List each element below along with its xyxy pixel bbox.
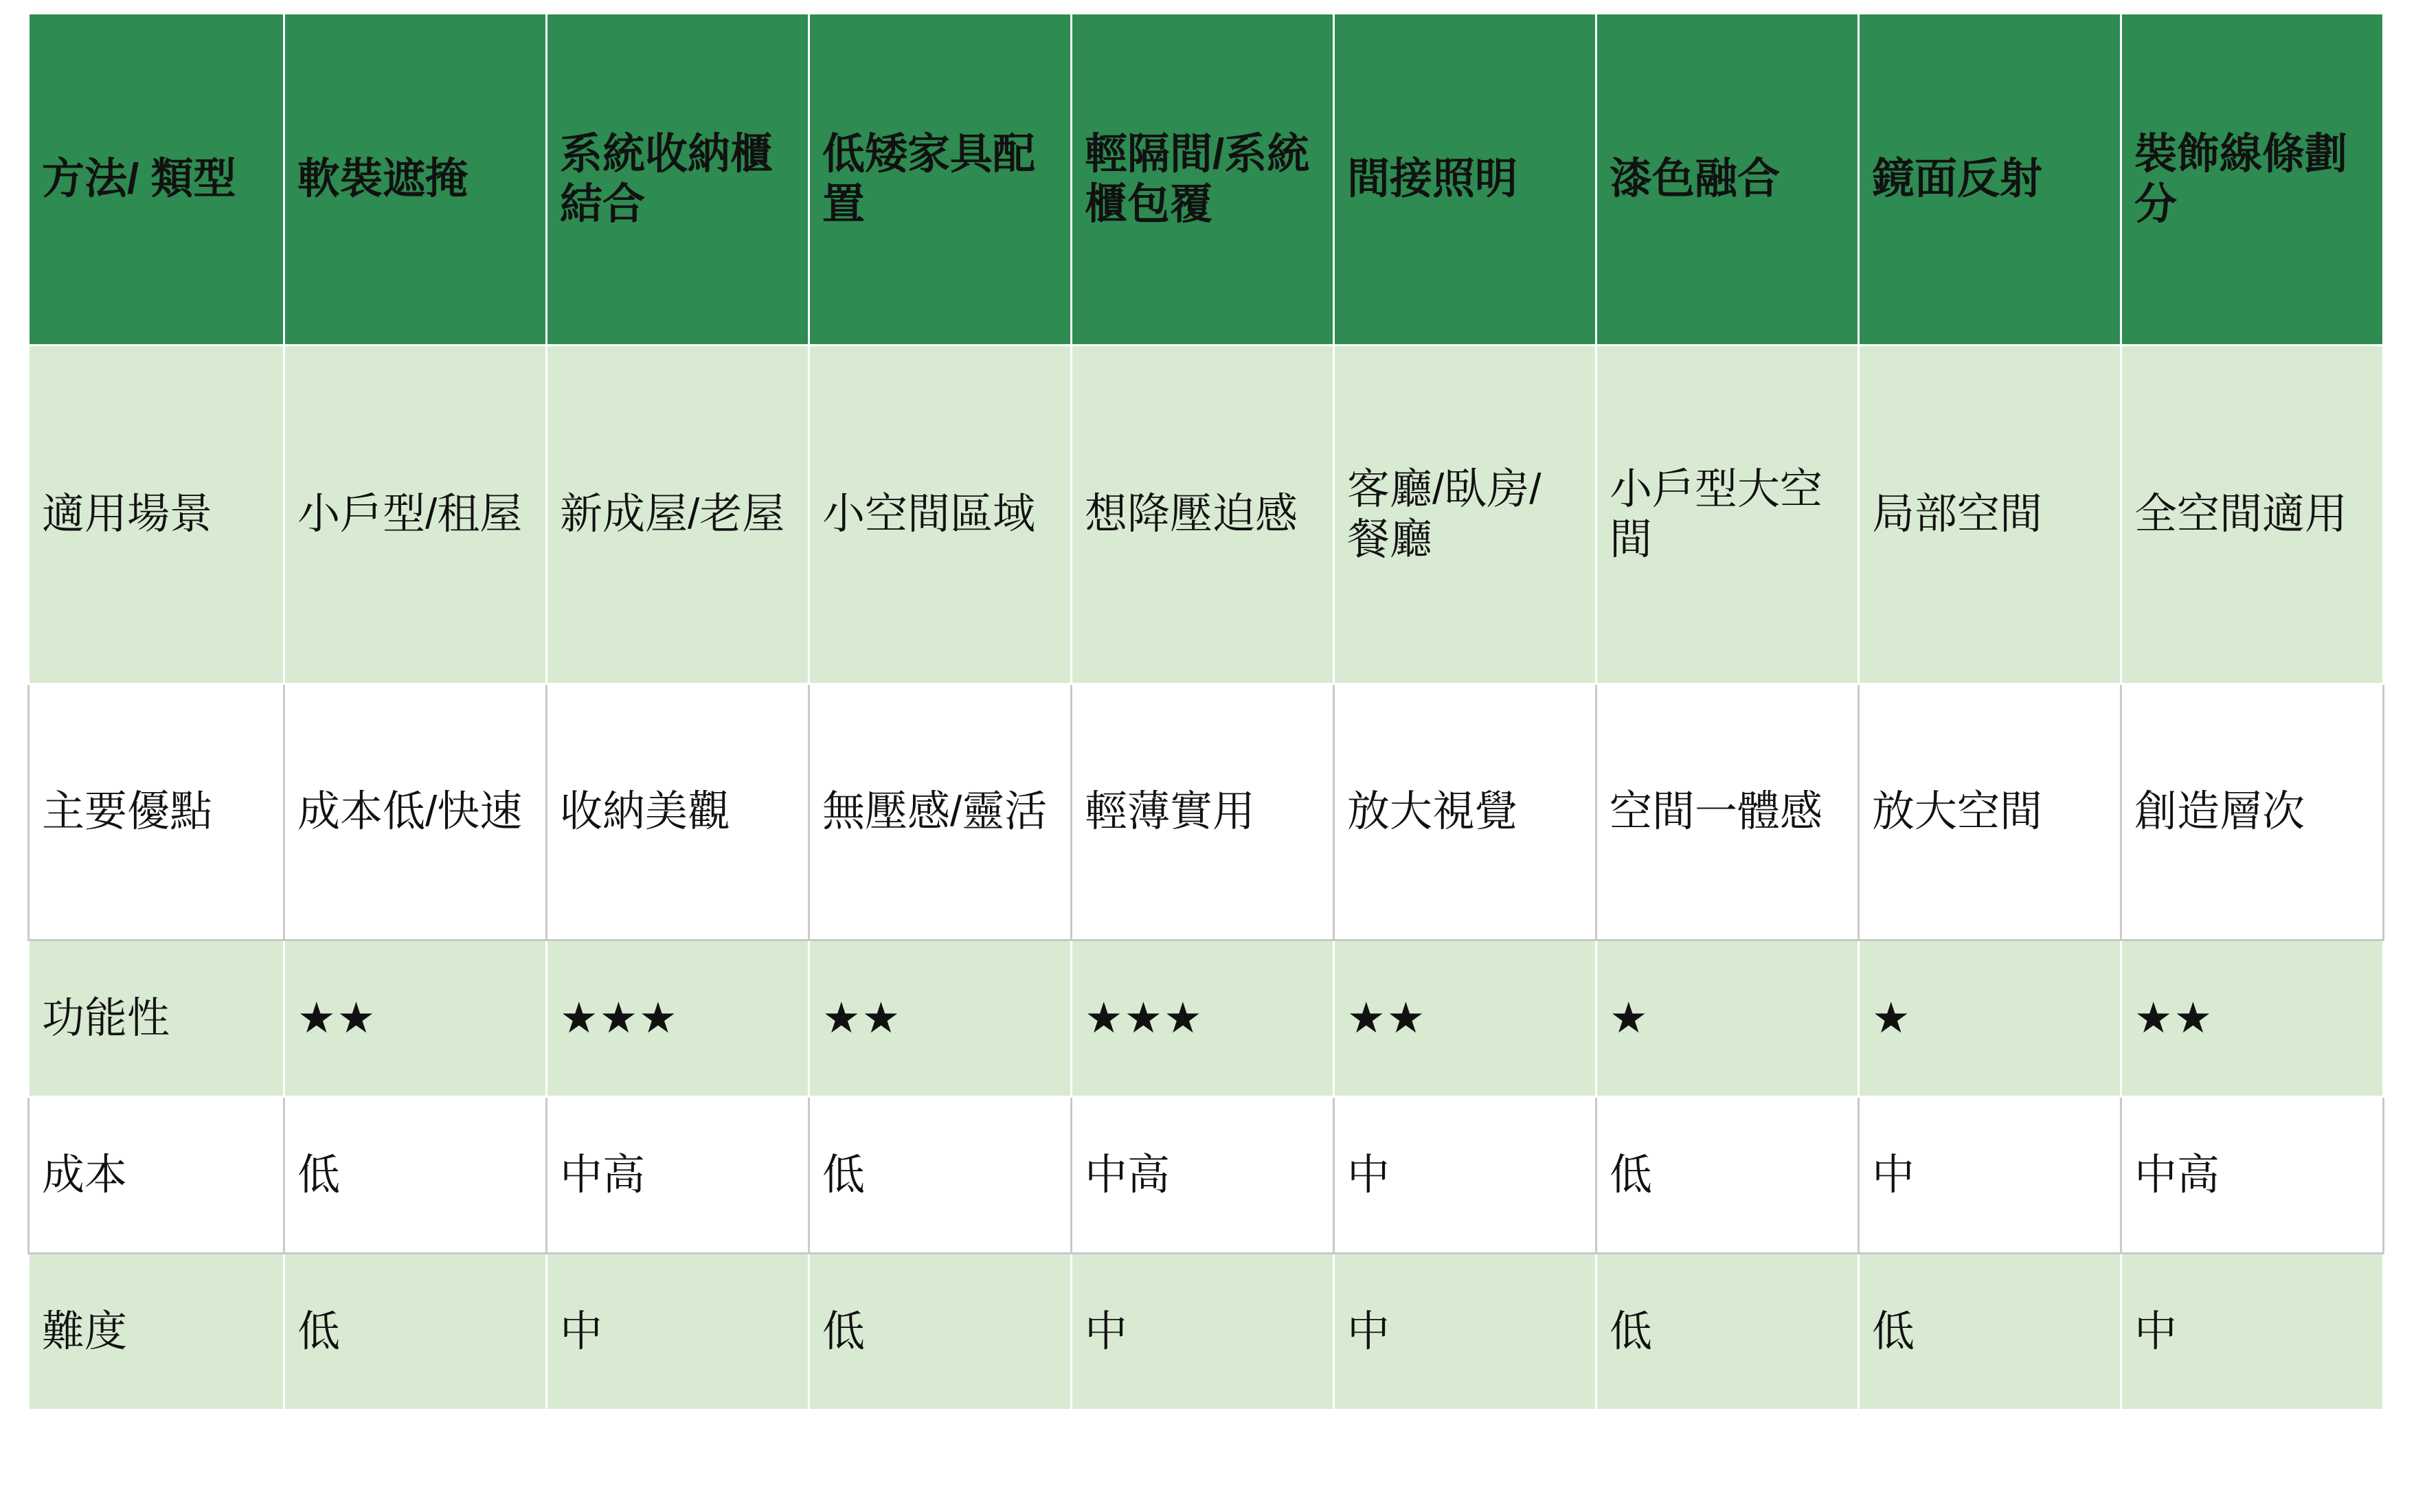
cell-functionality-paint-blending: ★ xyxy=(1596,940,1859,1097)
cell-scene-low-furniture: 小空間區域 xyxy=(809,346,1072,684)
cell-difficulty-indirect-lighting: 中 xyxy=(1334,1254,1596,1410)
cell-functionality-mirror-reflection: ★ xyxy=(1859,940,2121,1097)
cell-scene-soft-furnishing: 小戶型/租屋 xyxy=(284,346,547,684)
table-row xyxy=(29,346,2384,684)
cell-functionality-system-cabinet: ★★★ xyxy=(547,940,809,1097)
cell-merit-low-furniture: 無壓感/靈活 xyxy=(809,684,1072,940)
column-header-low-furniture: 低矮家具配置 xyxy=(809,14,1072,346)
cell-functionality-light-partition: ★★★ xyxy=(1072,940,1334,1097)
header-row xyxy=(29,14,2384,346)
cell-functionality-soft-furnishing: ★★ xyxy=(284,940,547,1097)
cell-difficulty-mirror-reflection: 低 xyxy=(1859,1254,2121,1410)
cell-difficulty-paint-blending: 低 xyxy=(1596,1254,1859,1410)
cell-difficulty-system-cabinet: 中 xyxy=(547,1254,809,1410)
table-body xyxy=(29,346,2384,1410)
cell-functionality-indirect-lighting: ★★ xyxy=(1334,940,1596,1097)
cell-scene-indirect-lighting: 客廳/臥房/餐廳 xyxy=(1334,346,1596,684)
column-header-indirect-lighting: 間接照明 xyxy=(1334,14,1596,346)
row-header-scene: 適用場景 xyxy=(29,346,284,684)
column-header-soft-furnishing: 軟裝遮掩 xyxy=(284,14,547,346)
cell-scene-mirror-reflection: 局部空間 xyxy=(1859,346,2121,684)
table-row xyxy=(29,1254,2384,1410)
table-row xyxy=(29,1097,2384,1254)
cell-cost-soft-furnishing: 低 xyxy=(284,1097,547,1254)
cell-scene-paint-blending: 小戶型大空間 xyxy=(1596,346,1859,684)
cell-difficulty-soft-furnishing: 低 xyxy=(284,1254,547,1410)
cell-difficulty-light-partition: 中 xyxy=(1072,1254,1334,1410)
cell-cost-paint-blending: 低 xyxy=(1596,1097,1859,1254)
cell-cost-indirect-lighting: 中 xyxy=(1334,1097,1596,1254)
cell-merit-mirror-reflection: 放大空間 xyxy=(1859,684,2121,940)
cell-merit-soft-furnishing: 成本低/快速 xyxy=(284,684,547,940)
row-header-difficulty: 難度 xyxy=(29,1254,284,1410)
cell-difficulty-low-furniture: 低 xyxy=(809,1254,1072,1410)
cell-functionality-decorative-lines: ★★ xyxy=(2121,940,2384,1097)
cell-cost-light-partition: 中高 xyxy=(1072,1097,1334,1254)
cell-merit-decorative-lines: 創造層次 xyxy=(2121,684,2384,940)
column-header-decorative-lines: 裝飾線條劃分 xyxy=(2121,14,2384,346)
column-header-mirror-reflection: 鏡面反射 xyxy=(1859,14,2121,346)
column-header-paint-blending: 漆色融合 xyxy=(1596,14,1859,346)
cell-cost-decorative-lines: 中高 xyxy=(2121,1097,2384,1254)
cell-scene-system-cabinet: 新成屋/老屋 xyxy=(547,346,809,684)
cell-functionality-low-furniture: ★★ xyxy=(809,940,1072,1097)
table-row xyxy=(29,684,2384,940)
cell-merit-light-partition: 輕薄實用 xyxy=(1072,684,1334,940)
column-header-light-partition: 輕隔間/系統櫃包覆 xyxy=(1072,14,1334,346)
column-header-method-type: 方法/ 類型 xyxy=(29,14,284,346)
cell-scene-decorative-lines: 全空間適用 xyxy=(2121,346,2384,684)
cell-cost-low-furniture: 低 xyxy=(809,1097,1072,1254)
table-row xyxy=(29,940,2384,1097)
cell-merit-system-cabinet: 收納美觀 xyxy=(547,684,809,940)
cell-scene-light-partition: 想降壓迫感 xyxy=(1072,346,1334,684)
table-header xyxy=(29,14,2384,346)
cell-cost-mirror-reflection: 中 xyxy=(1859,1097,2121,1254)
row-header-cost: 成本 xyxy=(29,1097,284,1254)
column-header-system-cabinet: 系統收納櫃結合 xyxy=(547,14,809,346)
cell-merit-indirect-lighting: 放大視覺 xyxy=(1334,684,1596,940)
comparison-table xyxy=(27,12,2384,1411)
row-header-merit: 主要優點 xyxy=(29,684,284,940)
cell-cost-system-cabinet: 中高 xyxy=(547,1097,809,1254)
cell-difficulty-decorative-lines: 中 xyxy=(2121,1254,2384,1410)
row-header-functionality: 功能性 xyxy=(29,940,284,1097)
cell-merit-paint-blending: 空間一體感 xyxy=(1596,684,1859,940)
